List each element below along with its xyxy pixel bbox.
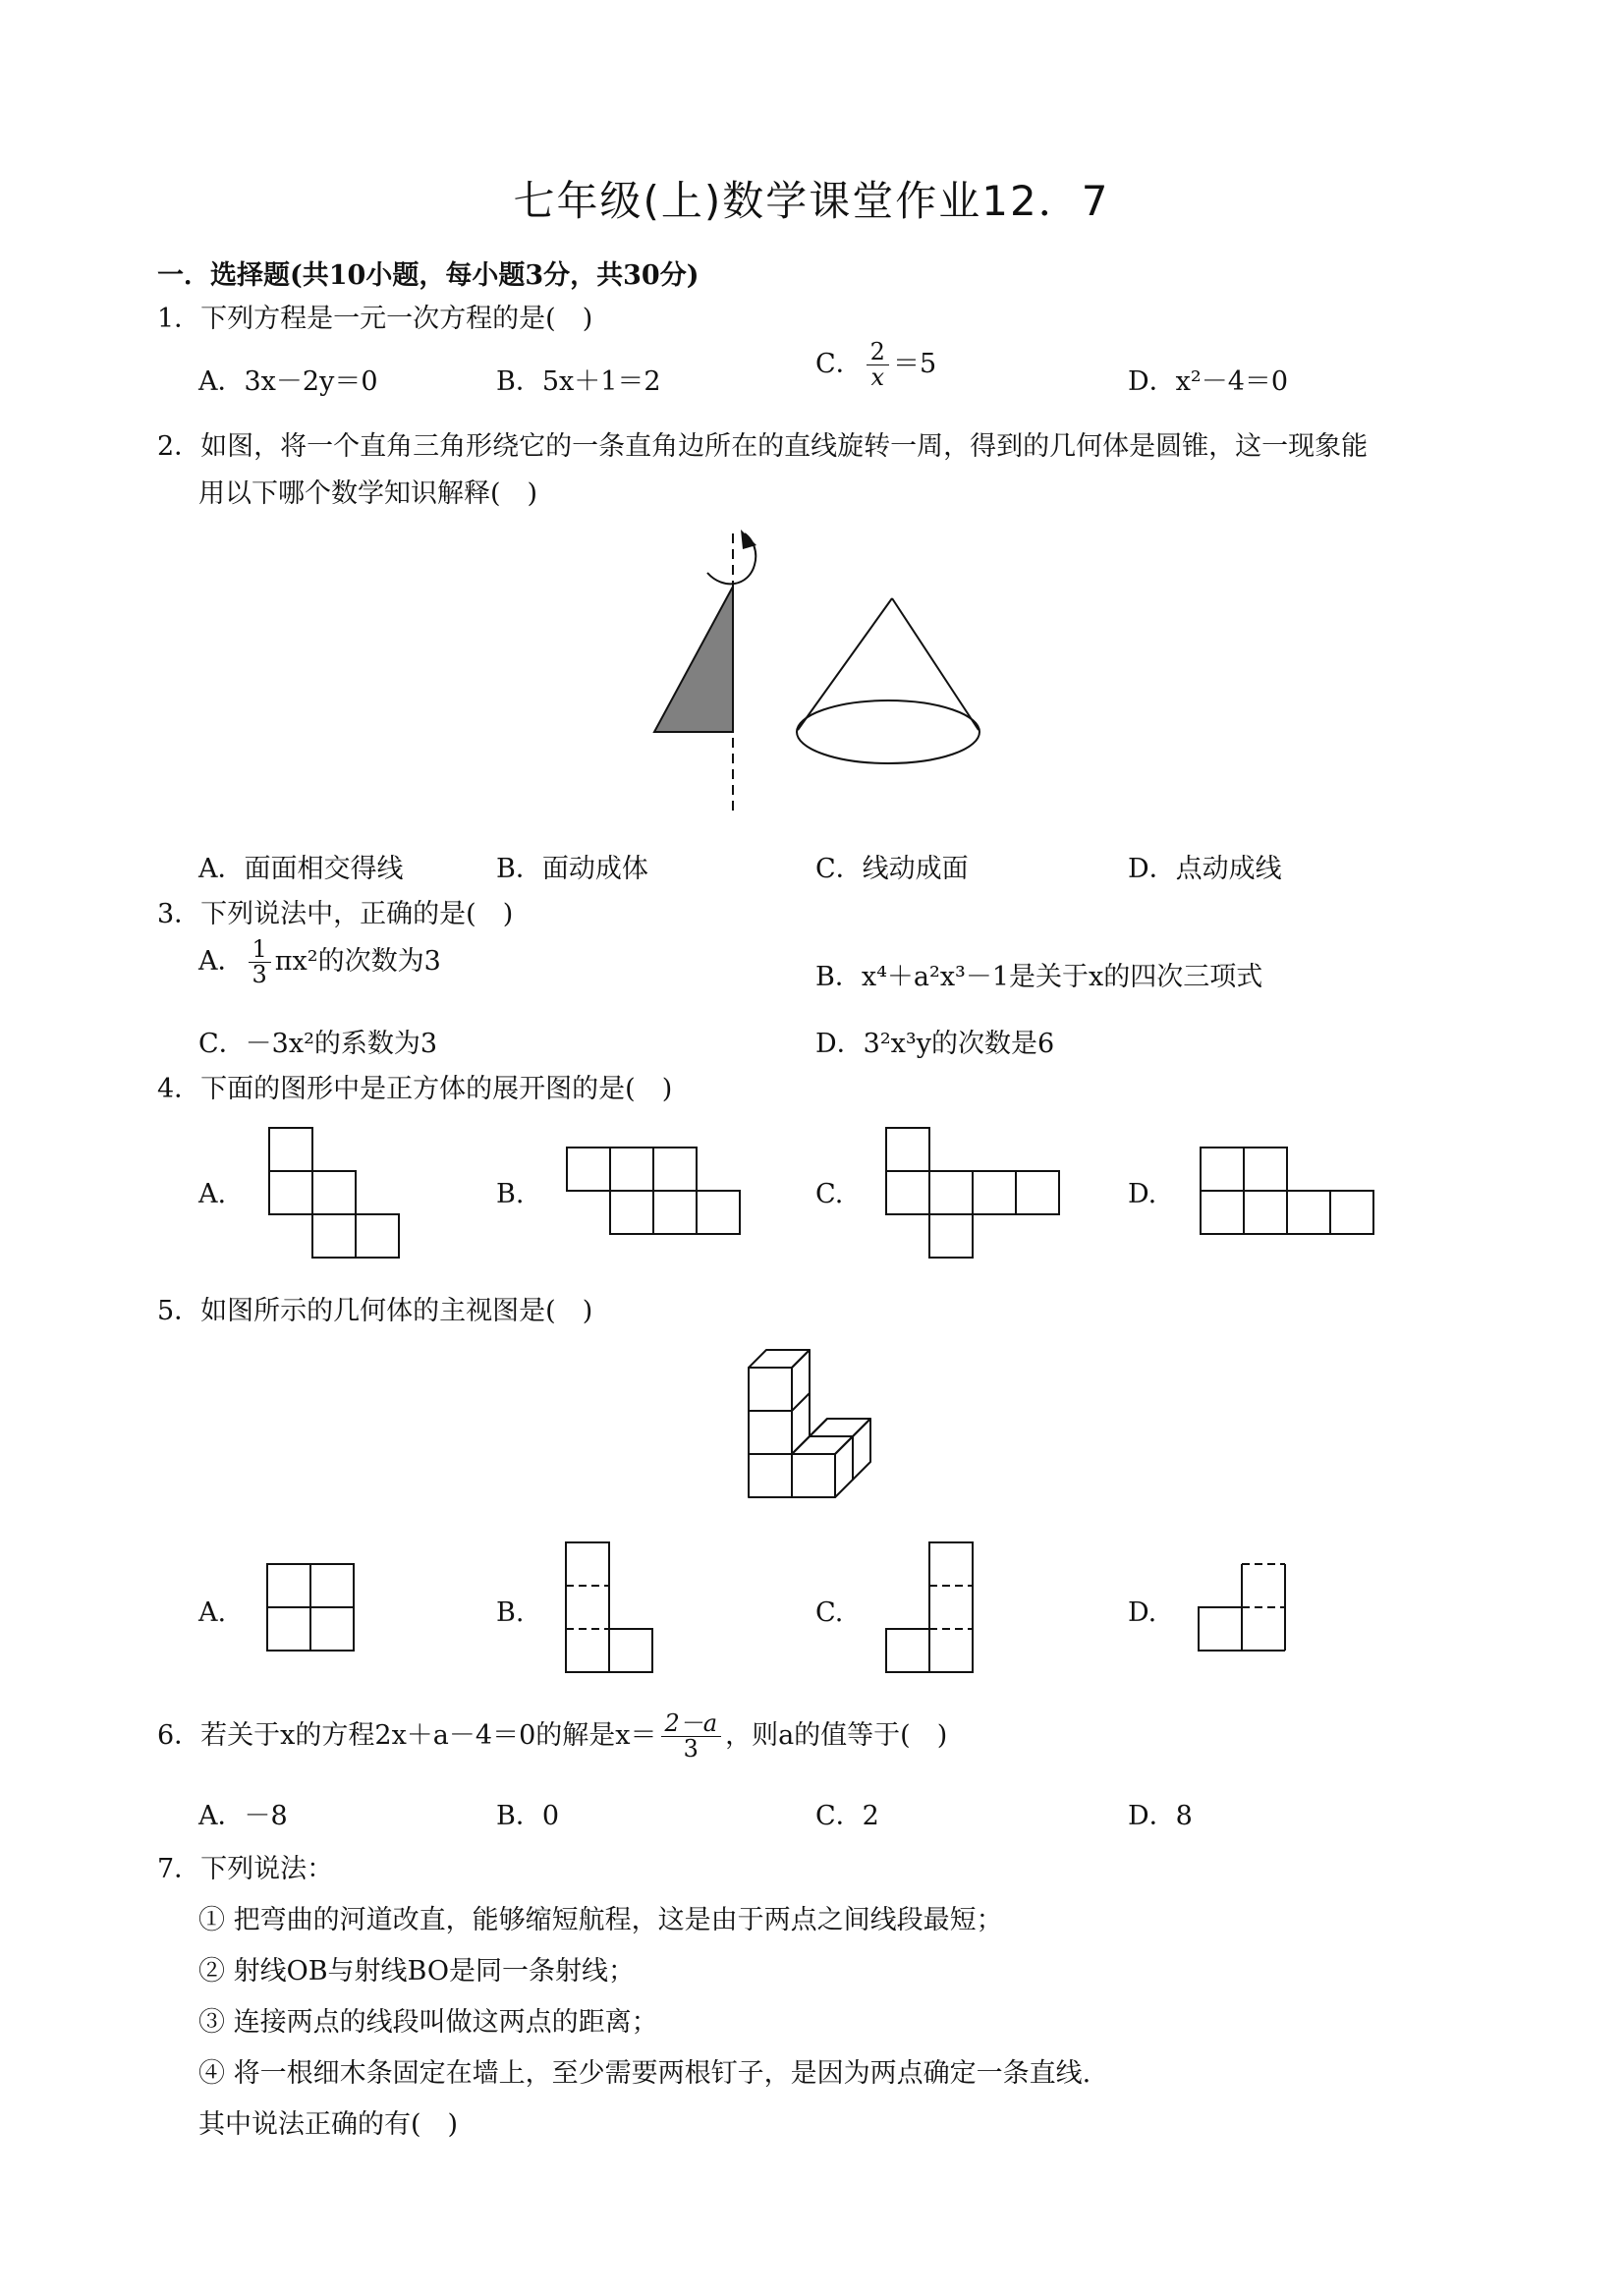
option-c-rest: ＝5 [892,349,937,380]
question-1-option-d: D．x²－4＝0 [1128,366,1289,397]
fraction-numerator: 2－a [661,1711,722,1737]
question-4-figure-b [565,1146,746,1238]
question-5-option-b: B. [496,1597,525,1628]
question-3-option-c: C．－3x²的系数为3 [198,1029,438,1059]
question-6-stem-prefix: 6．若关于x的方程2x＋a－4＝0的解是x＝ [157,1720,657,1752]
question-4-option-d: D. [1128,1179,1157,1209]
question-5-stem: 5．如图所示的几何体的主视图是( ) [157,1296,593,1326]
question-2-stem-line1: 2．如图，将一个直角三角形绕它的一条直角边所在的直线旋转一周，得到的几何体是圆锥，这一现象能 [157,431,1369,462]
question-3-option-a [198,937,441,987]
question-5-option-c: C. [815,1597,844,1628]
question-6-stem [157,1711,947,1762]
fraction [661,1711,722,1762]
question-1-option-b: B．5x＋1＝2 [496,366,661,397]
question-1-option-c [815,340,936,390]
question-4-stem: 4．下面的图形中是正方体的展开图的是( ) [157,1074,673,1104]
question-6-option-d: D．8 [1128,1801,1193,1831]
question-4-figure-a [265,1126,403,1260]
question-2-option-a: A．面面相交得线 [198,854,404,884]
question-2-option-c: C．线动成面 [815,854,969,884]
option-a-rest: πx²的次数为3 [274,946,441,978]
section-heading: 一．选择题(共10小题，每小题3分，共30分) [157,260,700,291]
question-3-option-b: B．x⁴＋a²x³－1是关于x的四次三项式 [815,962,1263,992]
fraction-denominator: x [870,364,885,392]
question-2-stem-line2: 用以下哪个数学知识解释( ) [198,478,538,509]
question-7-stem: 7．下列说法： [157,1854,334,1884]
question-6-option-a: A．－8 [198,1801,288,1831]
fraction [249,937,271,987]
question-7-statement-2: ② 射线OB与射线BO是同一条射线； [198,1956,636,1987]
question-7-ask: 其中说法正确的有( ) [198,2109,459,2140]
option-c-label: C． [815,349,863,380]
question-4-figure-d [1197,1146,1377,1238]
fraction-denominator: 3 [252,961,267,989]
question-5-option-d: D. [1128,1597,1157,1628]
page-title: 七年级(上)数学课堂作业12．7 [513,177,1110,225]
question-1-stem: 1．下列方程是一元一次方程的是( ) [157,304,593,334]
question-1-option-a: A．3x－2y＝0 [198,366,378,397]
question-5-figure-a [265,1562,358,1654]
question-5-figure-d [1197,1562,1291,1654]
question-7-statement-4: ④ 将一根细木条固定在墙上，至少需要两根钉子，是因为两点确定一条直线. [198,2058,1091,2089]
question-7-statement-3: ③ 连接两点的线段叫做这两点的距离； [198,2007,658,2038]
question-4-option-a: A. [198,1179,227,1209]
question-5-solid-figure [745,1346,892,1503]
question-6-option-b: B．0 [496,1801,560,1831]
question-7-statement-1: ① 把弯曲的河道改直，能够缩短航程，这是由于两点之间线段最短； [198,1905,1003,1935]
question-5-figure-b [564,1540,658,1674]
question-2-figure [629,526,1002,820]
fraction-numerator: 1 [249,937,271,963]
question-4-option-c: C. [815,1179,844,1209]
option-a-label: A． [198,946,245,978]
question-6-stem-suffix: ，则a的值等于( ) [725,1720,948,1752]
question-2-option-d: D．点动成线 [1128,854,1282,884]
question-4-option-b: B. [496,1179,525,1209]
question-6-option-c: C．2 [815,1801,879,1831]
fraction [867,340,889,390]
question-3-option-d: D．3²x³y的次数是6 [815,1029,1055,1059]
fraction-denominator: 3 [683,1735,699,1764]
fraction-numerator: 2 [867,340,889,365]
question-5-option-a: A. [198,1597,227,1628]
question-3-stem: 3．下列说法中，正确的是( ) [157,899,514,929]
question-4-figure-c [882,1126,1063,1260]
question-5-figure-c [884,1540,979,1674]
question-2-option-b: B．面动成体 [496,854,648,884]
